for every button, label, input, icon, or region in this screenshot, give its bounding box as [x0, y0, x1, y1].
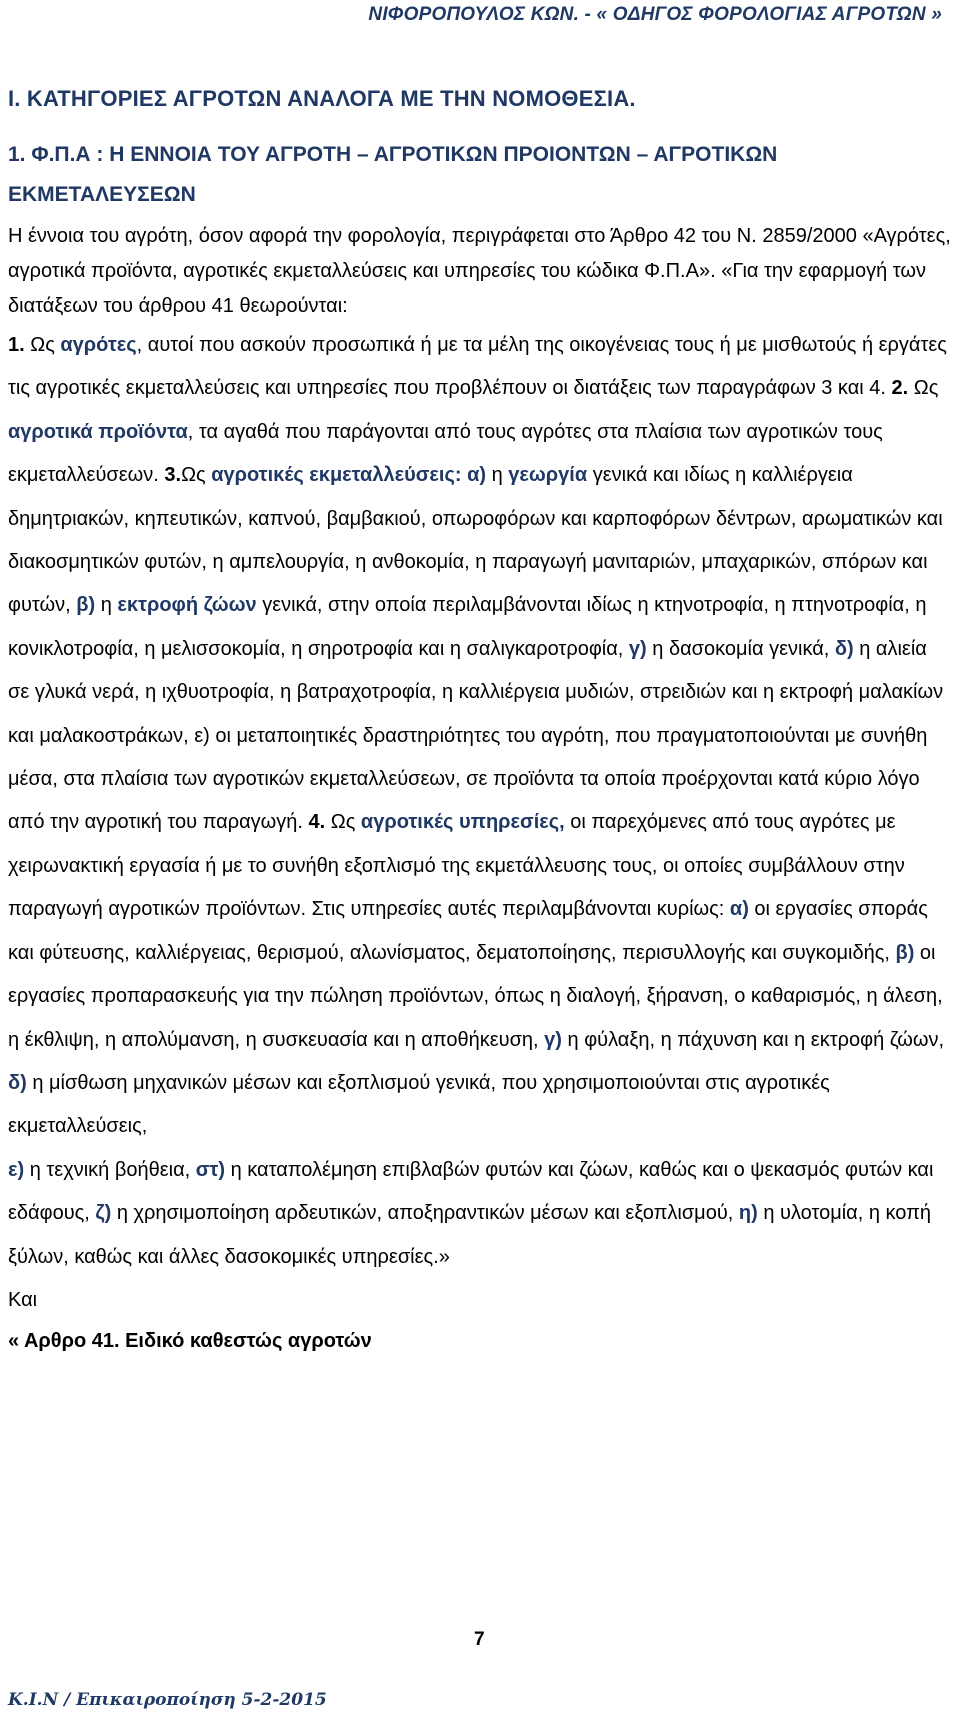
running-footer: Κ.Ι.Ν / Επικαιροποίηση 5-2-2015: [8, 1690, 327, 1710]
page-content: [8, 86, 952, 1361]
marker-i: η): [738, 1202, 758, 1225]
marker-a: α): [729, 898, 749, 921]
marker-b: β): [76, 594, 96, 617]
item-number-3: 3.: [164, 464, 182, 487]
term-agrotikes-ypiresies: αγροτικές υπηρεσίες,: [360, 811, 565, 834]
marker-d: δ): [834, 637, 854, 660]
marker-d: δ): [8, 1071, 27, 1094]
chapter-title: Ι. ΚΑΤΗΓΟΡΙΕΣ ΑΓΡΟΤΩΝ ΑΝΑΛΟΓΑ ΜΕ ΤΗΝ ΝΟΜΟΘΕΣΙΑ.: [8, 86, 636, 111]
marker-a: α): [467, 464, 487, 487]
marker-z: ζ): [95, 1202, 112, 1225]
item-number-2: 2.: [891, 377, 909, 400]
section-title: 1. Φ.Π.Α : Η ΕΝΝΟΙΑ ΤΟΥ ΑΓΡΟΤΗ – ΑΓΡΟΤΙΚΩΝ ΠΡΟΙΟΝΤΩΝ – ΑΓΡΟΤΙΚΩΝ ΕΚΜΕΤΑΛΕΥΣΕΩΝ: [8, 143, 778, 206]
item-number-1: 1.: [8, 334, 25, 356]
term-agrotika-proionta: αγροτικά προϊόντα: [8, 420, 188, 443]
term-georgia: γεωργία: [508, 464, 588, 487]
intro-paragraph: Η έννοια του αγρότη, όσον αφορά την φορολογία, περιγράφεται στο Άρθρο 42 του Ν. 2859/2000 «Αγρότες, αγροτικά προϊόντα, αγροτικές εκμεταλλεύσεις και υπηρεσίες του κώδικα Φ.Π.Α». «Για την εφαρμογή των διατάξεων του άρθρου 41 θεωρούνται:: [8, 225, 951, 317]
connector-text: Και: [8, 1288, 38, 1311]
marker-st: στ): [195, 1158, 226, 1181]
marker-g: γ): [544, 1028, 562, 1051]
marker-b: β): [895, 941, 915, 964]
running-header: ΝΙΦΟΡΟΠΟΥΛΟΣ ΚΩΝ. - « ΟΔΗΓΟΣ ΦΟΡΟΛΟΓΙΑΣ ΑΓΡΟΤΩΝ »: [368, 4, 942, 25]
marker-g: γ): [628, 637, 647, 660]
item-number-4: 4.: [308, 811, 326, 834]
law-text-paragraph: 1. Ως αγρότες, αυτοί που ασκούν προσωπικά ή με τα μέλη της οικογένειας τους ή με μισθωτούς ή εργάτες τις αγροτικές εκμεταλλεύσεις και υπηρεσίες που προβλέπουν οι διατάξεις των παραγράφων 3 και 4. 2. Ως αγροτικά προϊόντα, τα αγαθά που παράγονται από τους αγρότες στα πλαίσια των αγροτικών τους εκμεταλλεύσεων. 3.Ως αγροτικές εκμεταλλεύσεις: α) η γεωργία γενικά και ιδίως η καλλιέργεια δημητριακών, κηπευτικών, καπνού, βαμβακιού, οπωροφόρων και καρποφόρων δέντρων, αρωματικών και διακοσμητικών φυτών, η αμπελουργία, η ανθοκομία, η παραγωγή μανιταριών, μπαχαρικών, σπόρων και φυτών, β) η εκτροφή ζώων γενικά, στην οποία περιλαμβάνονται ιδίως η κτηνοτροφία, η πτηνοτροφία, η κονικλοτροφία, η μελισσοκομία, η σηροτροφία και η σαλιγκαροτροφία, γ) η δασοκομία γενικά, δ) η αλιεία σε γλυκά νερά, η ιχθυοτροφία, η βατραχοτροφία, η καλλιέργεια μυδιών, στρειδιών και η εκτροφή μαλακίων και μαλακοστράκων, ε) οι μεταποιητικές δραστηριότητες του αγρότη, που πραγματοποιούνται με συνήθη μέσα, στα πλαίσια των αγροτικών εκμεταλλεύσεων, σε προϊόντα τα οποία προέρχονται κατά κύριο λόγο από την αγροτική του παραγωγή. 4. Ως αγροτικές υπηρεσίες, οι παρεχόμενες από τους αγρότες με χειρωνακτική εργασία ή με το συνήθη εξοπλισμό της εκμετάλλευσης τους, οι οποίες συμβάλλουν στην παραγωγή αγροτικών προϊόντων. Στις υπηρεσίες αυτές περιλαμβάνονται κυρίως: α) οι εργασίες σποράς και φύτευσης, καλλιέργειας, θερισμού, αλωνίσματος, δεματοποίησης, περισυλλογής και συγκομιδής, β) οι εργασίες προπαρασκευής για την πώληση προϊόντων, όπως η διαλογή, ξήρανση, ο καθαρισμός, η άλεση, η έκθλιψη, η απολύμανση, η συσκευασία και η αποθήκευση, γ) η φύλαξη, η πάχυνση και η εκτροφή ζώων, δ) η μίσθωση μηχανικών μέσων και εξοπλισμού γενικά, που χρησιμοποιούνται στις αγροτικές εκμεταλλεύσεις, ε) η τεχνική βοήθεια, στ) η καταπολέμηση επιβλαβών φυτών και ζώων, καθώς και ο ψεκασμός φυτών και εδάφους, ζ) η χρησιμοποίηση αρδευτικών, αποξηραντικών μέσων και εξοπλισμού, η) η υλοτομία, η κοπή ξύλων, καθώς και άλλες δασοκομικές υπηρεσίες.»: [8, 334, 947, 1268]
article-heading: « Αρθρο 41. Ειδικό καθεστώς αγροτών: [8, 1329, 372, 1352]
page-number: 7: [474, 1629, 485, 1650]
term-ektrofi-zoon: εκτροφή ζώων: [117, 594, 257, 617]
term-agrotes: αγρότες: [60, 334, 137, 356]
marker-e: ε): [8, 1158, 25, 1181]
term-agrotikes-ekmetalleuseis: αγροτικές εκμεταλλεύσεις:: [211, 464, 462, 487]
